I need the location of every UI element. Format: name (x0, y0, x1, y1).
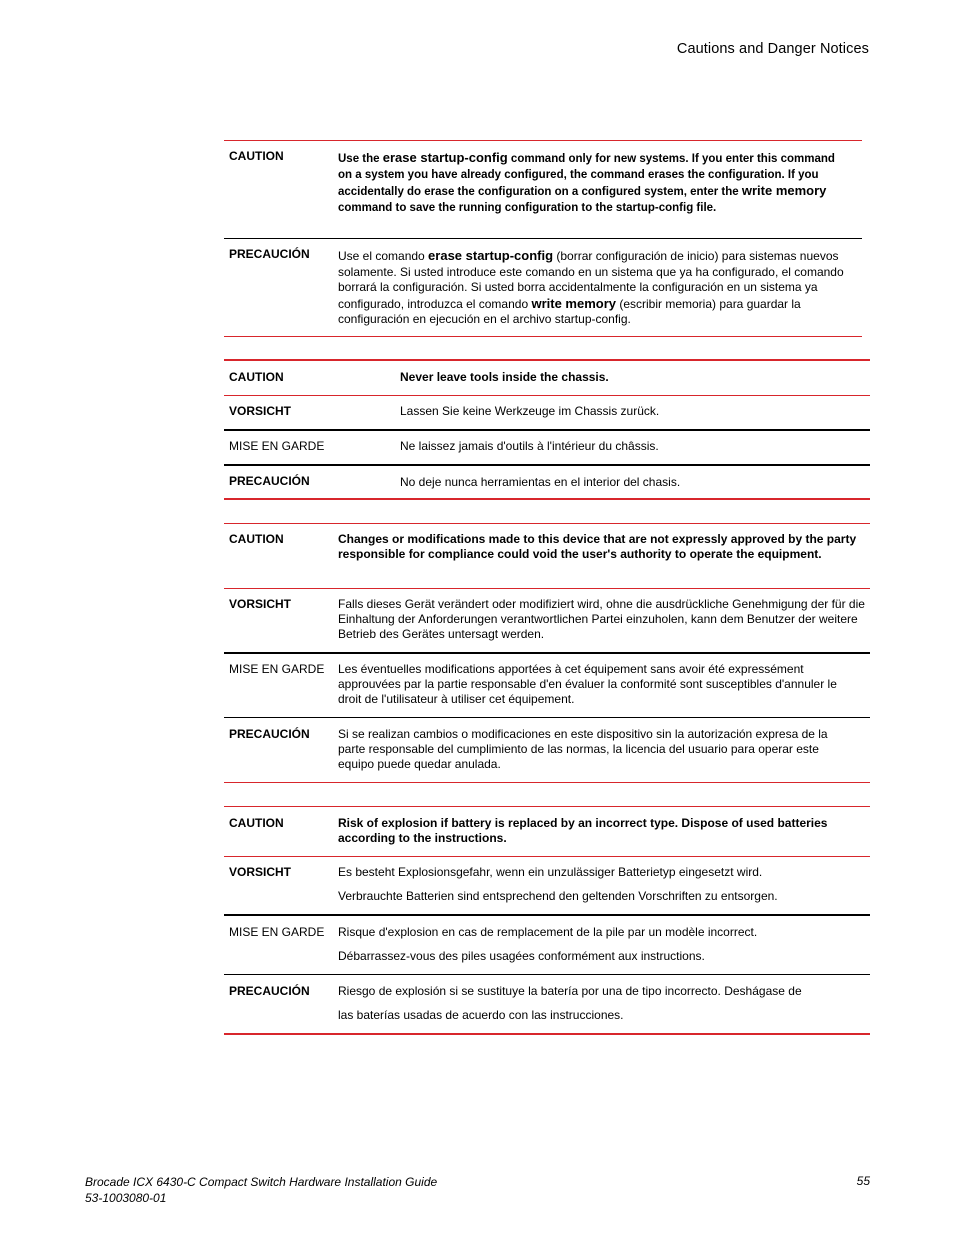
caution-text-part3: command to save the running configuration to the startup-config file. (338, 201, 717, 214)
caution-block-battery (224, 806, 870, 1038)
divider-bottom (224, 782, 870, 783)
precaucion-command-erase: erase startup-config (428, 248, 554, 263)
vorsicht-text-1: Es besteht Explosionsgefahr, wenn ein unzulässiger Batterietyp eingesetzt wird. (338, 865, 763, 879)
divider-top (224, 523, 870, 524)
caution-block-tools (224, 359, 870, 501)
caution-command-erase: erase startup-config (382, 150, 508, 165)
caution-text: Changes or modifications made to this device that are not expressly approved by the party responsible for compliance could void the user's authority to operate the equipment. (338, 532, 857, 561)
precaucion-label: PRECAUCIÓN (229, 984, 310, 998)
vorsicht-text: Falls dieses Gerät verändert oder modifiziert wird, ohne die ausdrückliche Genehmigung der für die Einhaltung der Anforderungen verantwortlichen Partei einzuholen, kann dem Benutzer der weitere Betrieb des Gerätes untersagt werden. (338, 597, 865, 641)
divider (224, 974, 870, 975)
mise-en-garde-text-1: Risque d'explosion en cas de remplacement de la pile par un modèle incorrect. (338, 925, 758, 939)
divider-bottom (224, 1033, 870, 1035)
document-number: 53-1003080-01 (85, 1191, 167, 1205)
precaucion-label: PRECAUCIÓN (229, 727, 310, 741)
divider-top (224, 359, 870, 361)
mise-en-garde-label: MISE EN GARDE (229, 925, 325, 939)
caution-text (338, 150, 848, 216)
caution-label: CAUTION (229, 816, 284, 830)
mise-en-garde-text-2: Débarrassez-vous des piles usagées conformément aux instructions. (338, 949, 705, 963)
precaucion-text: Si se realizan cambios o modificaciones en este dispositivo sin la autorización expresa de la parte responsable del cumplimiento de las normas, la licencia del usuario para operar este equipo puede quedar anulada. (338, 727, 828, 771)
document-title: Brocade ICX 6430-C Compact Switch Hardware Installation Guide (85, 1175, 438, 1189)
caution-text: Never leave tools inside the chassis. (400, 370, 609, 384)
precaucion-text-2: las baterías usadas de acuerdo con las instrucciones. (338, 1008, 624, 1022)
divider-mid (224, 238, 862, 239)
caution-block-modifications (224, 523, 870, 785)
caution-text: Risk of explosion if battery is replaced by an incorrect type. Dispose of used batteries according to the instructions. (338, 816, 828, 845)
divider (224, 652, 870, 654)
divider (224, 914, 870, 916)
caution-label: CAUTION (229, 149, 284, 163)
caution-label: CAUTION (229, 532, 284, 546)
precaucion-command-write: write memory (531, 295, 616, 311)
precaucion-text-part1: Use el comando (338, 249, 429, 263)
vorsicht-label: VORSICHT (229, 865, 292, 879)
mise-en-garde-text: Ne laissez jamais d'outils à l'intérieur du châssis. (400, 439, 659, 453)
precaucion-text: No deje nunca herramientas en el interior del chasis. (400, 475, 681, 489)
mise-en-garde-text: Les éventuelles modifications apportées à cet équipement sans avoir été expressément approuvées par la partie responsable d'en évaluer la conformité sont susceptibles d'annuler le droit de l'utilisateur à utiliser cet équipement. (338, 662, 837, 706)
precaucion-text-part3: (escribir memoria) para guardar la configuración en ejecución en el archivo startup-config. (338, 296, 801, 326)
caution-block-erase-startup-config (224, 140, 862, 338)
vorsicht-text-2: Verbrauchte Batterien sind entsprechend den geltenden Vorschriften zu entsorgen. (338, 889, 778, 903)
mise-en-garde-label: MISE EN GARDE (229, 662, 325, 676)
precaucion-text-part2: (borrar configuración de inicio) para sistemas nuevos solamente. Si usted introduce este comando en un sistema que ya ha configurado, el comando borrará la configuración. Si usted borra accidentalmente la configuración en un sistema ya configurado, introduzca el comando (338, 249, 844, 311)
divider-bottom (224, 336, 862, 337)
section-title: Cautions and Danger Notices (676, 41, 869, 57)
precaucion-text-1: Riesgo de explosión si se sustituye la batería por una de tipo incorrecto. Deshágase de (338, 984, 802, 998)
divider-bottom (224, 498, 870, 500)
mise-en-garde-label: MISE EN GARDE (229, 439, 325, 453)
caution-command-write: write memory (741, 183, 827, 198)
vorsicht-label: VORSICHT (229, 404, 292, 418)
divider (224, 429, 870, 431)
precaucion-label: PRECAUCIÓN (229, 247, 310, 261)
caution-text-part2: command only for new systems. If you enter this command on a system you have already configured, the command erases the configuration. If you accidentally do erase the configuration on a configured system, enter the (338, 153, 835, 198)
caution-label: CAUTION (229, 370, 284, 384)
divider (224, 395, 870, 396)
page-number: 55 (856, 1174, 870, 1188)
footer (85, 1174, 437, 1206)
divider (224, 588, 870, 589)
divider (224, 856, 870, 857)
precaucion-text (338, 248, 858, 328)
divider-top (224, 806, 870, 807)
vorsicht-text: Lassen Sie keine Werkzeuge im Chassis zurück. (400, 404, 660, 418)
divider (224, 717, 870, 718)
precaucion-label: PRECAUCIÓN (229, 474, 310, 488)
caution-text-part1: Use the (338, 153, 383, 165)
divider-top (224, 140, 862, 141)
vorsicht-label: VORSICHT (229, 597, 292, 611)
divider (224, 464, 870, 466)
